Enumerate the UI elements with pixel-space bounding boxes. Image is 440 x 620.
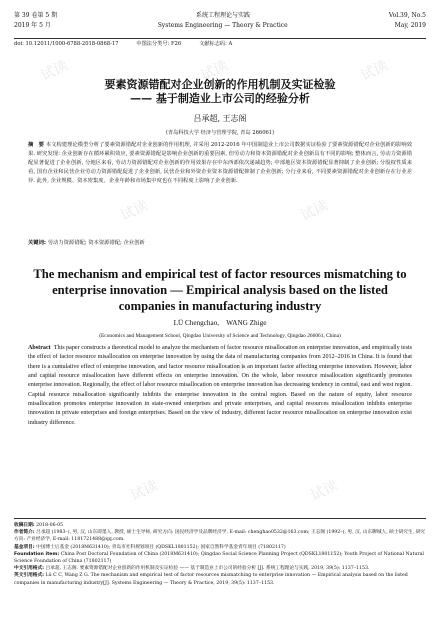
article-meta <box>14 41 426 48</box>
document-code: 文献标志码: A <box>199 41 233 47</box>
clc-number: 中图法分类号: F26 <box>136 41 182 47</box>
footnotes <box>14 518 426 587</box>
chinese-keywords-label: 关键词: <box>28 240 47 246</box>
footnote-author: 作者简介: 吕承超 (1983–), 男, 汉, 山东即墨人, 教授, 硕士生导师, 研究方向: 国民经济学及品牌经济学, E-mail: chenghao0532@163.com; 王志阁 (1992–), 男, 汉, 山东聊城人, 硕士研究生, 研究方向: 产业经济学, E-mail: 1181721488@qq.com. <box>14 530 425 543</box>
watermark: 试读 <box>38 357 71 385</box>
journal-name-cn: 系统工程理论与实践 <box>195 12 250 19</box>
footnote-cite-en: 英文引用格式: Lü C C, Wang Z G. The mechanism and empirical test of factor resources mismatching to enterprise innovation — Empirical analysis based on the listed companies in manufacturing industry[J]. Systems Engineering — Theory & Practice, 2019, 39(5): 1137–1153. <box>14 573 408 586</box>
watermark: 试读 <box>38 57 71 85</box>
english-affiliation: (Economics and Management School, Qingdao University of Science and Technology, Qingdao 266061, China) <box>99 333 341 339</box>
watermark: 试读 <box>298 197 331 225</box>
english-authors: LÜ Chengchao, WANG Zhige <box>173 319 267 327</box>
chinese-affiliation: (青岛科技大学 经济与管理学院, 青岛 266061) <box>165 130 275 136</box>
watermark: 试读 <box>378 357 411 385</box>
watermark: 试读 <box>118 197 151 225</box>
watermark: 试读 <box>218 357 251 385</box>
chinese-authors: 吕承超, 王志阁 <box>193 114 247 123</box>
volume-en: Vol.39, No.5 <box>388 12 426 19</box>
watermark: 试读 <box>308 477 341 505</box>
footnote-fund-en: Foundation item: China Post Doctoral Foundation of China (2018M631410); Qingdao Social Science Planning Project (QDSKL1801152); Youth Project of National Natural Science Foundation of China (71802117) <box>14 551 424 565</box>
chinese-title <box>20 78 420 106</box>
english-abstract <box>28 344 412 428</box>
watermark: 试读 <box>198 57 231 85</box>
chinese-abstract <box>28 141 412 186</box>
watermark: 试读 <box>358 57 391 85</box>
footnote-cite-cn: 中文引用格式: 吕承超, 王志阁. 要素资源错配对企业创新的作用机制及实证检验 —— 基于制造业上市公司的经验分析 [J]. 系统工程理论与实践, 2019, 39(5): 1137–1153. <box>14 566 370 572</box>
chinese-keywords-text: 劳动力资源错配; 资本资源错配; 企业创新 <box>47 240 145 246</box>
english-abstract-label: Abstract <box>28 345 51 351</box>
footnote-fund: 基金项目: 中国博士后基金 (2018M631410); 青岛市社科规划项目 (QDSKL1801152); 国家自然科学基金青年项目 (71802117) <box>14 544 286 550</box>
date-en: May, 2019 <box>394 22 426 29</box>
volume-cn: 第 39 卷第 5 期 <box>14 12 58 19</box>
watermark: 试读 <box>128 477 161 505</box>
chinese-title-line2: —— 基于制造业上市公司的经验分析 <box>130 92 310 105</box>
date-cn: 2019 年 5 月 <box>14 22 51 29</box>
journal-name-en: Systems Engineering — Theory & Practice <box>157 22 288 29</box>
english-title: The mechanism and empirical test of factor resources mismatching to enterprise innovation — Empirical analysis based on the listed companies in manufacturing industry <box>33 267 407 313</box>
doi: doi: 10.12011/1000-6788-2018-0868-17 <box>14 41 119 47</box>
running-header <box>14 10 426 39</box>
chinese-abstract-label: 摘 要 <box>28 142 45 148</box>
english-abstract-text: This paper constructs a theoretical model to analyze the mechanism of factor resource misallocation on enterprise innovation, and empirically tests the effect of factor resource misallocation on enterprise innovation by using the data of manufacturing companies from 2012–2016 in China. It is found that there is a cumulative effect of enterprise innovation, and factor resource misallocation is an important factor affecting enterprise innovation. However, labor and capital resource misallocation have different effects on enterprise innovation. On the whole, labor resource misallocation significantly promotes enterprise innovation. Regionally, the effect of labor resource misallocation on enterprise innovation has decreasing tendency in central, east and west region. Capital resource misallocation significantly inhibits the enterprise innovation in the central region. Based on the nature of equity, labor resource misallocation promotes enterprise innovation in state-owned enterprises and private enterprises, and capital resources misallocation inhibits enterprise innovation in private enterprises and foreign enterprises. Based on the view of industry, different factor resource misallocation on enterprise innovation exist industry difference. <box>28 345 413 426</box>
chinese-title-line1: 要素资源错配对企业创新的作用机制及实证检验 <box>104 78 336 91</box>
chinese-keywords <box>28 238 412 246</box>
footnote-received: 收稿日期: 2018-06-05 <box>14 523 64 528</box>
chinese-abstract-text: 本文构建理论模型分析了要素资源错配对企业创新的作用机理, 并采用 2012-2016 年中国制造业上市公司数据实证检验了要素资源错配对企业创新的影响效果. 研究发现: 企业创新存在循环累积效应, 要素资源错配是影响企业创新的重要因素, 但劳动力和资本资源错配对企业创新具有不同的影响; 整体而言, 劳动力资源错配显著促进了企业创新, 分地区来看, 劳动力资源错配对企业创新的作用效果存在中东西部依次递减趋势; 中部地区资本资源错配显著抑制了企业创新; 分股权性质来看, 国有企业和民营企业劳动力资源错配促进了企业创新, 民营企业和外资企业资本资源错配抑制了企业创新; 分行业来看, 不同要素资源错配对企业创新存在行业差异. 此外, 企业规模、资本密集度、企业年龄和市场集中度也在不同程度上影响了企业创新. <box>28 142 412 184</box>
